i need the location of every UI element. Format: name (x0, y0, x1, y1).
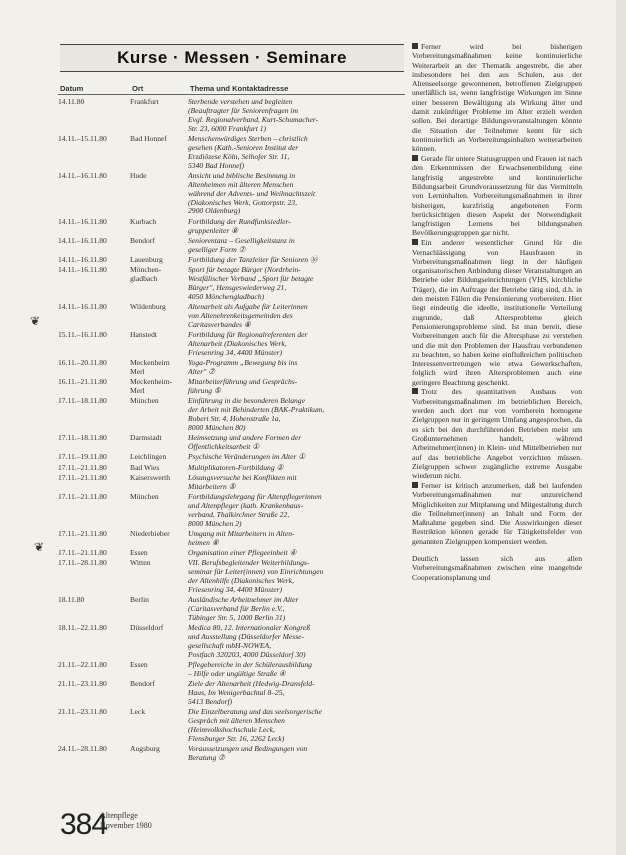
event-place: Kurbach (130, 217, 157, 226)
event-place: Essen (130, 548, 148, 557)
page-edge-shadow (616, 0, 626, 855)
table-row (58, 453, 408, 462)
table-row (58, 680, 408, 707)
article-paragraph (412, 42, 582, 154)
event-topic: Sport für betagte Bürger (Nordrhein- Westfälischer Verband „Sport für betagte Bürger", Hensgeswiederweg 21, 4050 Mönchengladbach) (188, 265, 314, 301)
event-topic: Altenarbeit als Aufgabe für Leiterinnen von Altenehrenkeitsgemeinden des Caritasverbandes ⑧ (188, 302, 308, 329)
table-row (58, 624, 408, 660)
event-date: 21.11.–23.11.80 (58, 679, 107, 689)
paragraph-text: Ferner ist kritisch anzumerken, daß bei laufenden Vorbereitungsmaßnahmen nur unzureichend Möglichkeiten zur Mitplanung und Mitgestaltung durch die Teilnehmer(innen) an Inhalt und Form der Maßnahme gegeben sind. Die Auswirkungen dieser Restriktion können gerade für Tätigkeitsfelder von genannten Zielgruppen kompensiert werden. (412, 480, 582, 546)
event-date: 17.11.–19.11.80 (58, 452, 107, 462)
event-date: 16.11.–20.11.80 (58, 358, 107, 368)
table-row (58, 397, 408, 433)
event-date: 21.11.–22.11.80 (58, 659, 107, 669)
event-date: 14.11.–16.11.80 (58, 265, 107, 275)
event-topic: Yoga-Programm „Bewegung bis ins Alter" ⑦ (188, 358, 298, 376)
table-row (58, 596, 408, 623)
table-row (58, 98, 408, 134)
table-row (58, 331, 408, 358)
table-row (58, 530, 408, 548)
table-row (58, 237, 408, 255)
table-row (58, 266, 408, 302)
event-topic: Lösungsversuche bei Konflikten mit Mitarbeitern ⑤ (188, 472, 297, 491)
square-bullet-icon (412, 155, 418, 161)
event-date: 17.11.–21.11.80 (58, 547, 107, 557)
event-place: Mönchen- gladbach (130, 266, 162, 283)
table-row (58, 303, 408, 330)
event-date: 17.11.–18.11.80 (58, 396, 107, 406)
margin-mark: ❦ (30, 314, 41, 328)
table-row (58, 135, 408, 171)
event-topic: Menschenwürdiges Sterben – christlich gesehen (Kath.-Senioren Institut der Erzdiözese Köln, Selhofer Str. 11, 5340 Bad Honnef) (188, 133, 308, 170)
article-paragraph (412, 154, 582, 238)
event-place: Leichlingen (130, 453, 167, 462)
event-place: Bad Honnef (130, 134, 167, 143)
table-row (58, 256, 408, 265)
paragraph-text: Deutlich lassen sich aus allen Vorbereitungsmaßnahmen zwischen eine mangelnde Cooperationsplanung und (412, 554, 582, 582)
table-row (58, 359, 408, 377)
paragraph-text: Trotz des quantitativen Ausbaus von Vorbereitungsmaßnahmen im betrieblichen Bereich, werden auch dort nur von vornherein homogene Zielgruppen nur in geringem Umfang angesprochen, da es sich bei den durchführenden Betrieben meist um Großunternehmen handelt, während Arbeitnehmer(innen) in Klein- und Mittelbetrieben nur auf das betriebliche Angebot verzichten müssen. Zielgruppen schwer zugängliche extreme Ausgabe wiederum nicht. (412, 387, 582, 481)
event-date: 14.11.–16.11.80 (58, 170, 107, 180)
event-place: München (130, 492, 159, 501)
event-topic: Ansicht und biblische Besinnung in Altenheimen mit älteren Menschen während der Advents- und Weihnachtszeit (Diakonisches Werk, Gottorpstr. 23, 2900 Oldenburg) (188, 170, 316, 216)
event-place: Darmstadt (130, 434, 162, 443)
event-date: 17.11.–18.11.80 (58, 433, 107, 443)
paragraph-text: Ein anderer wesentlicher Grund für die Vernachlässigung von Hausfrauen in Vorbereitungsmaßnahmen liegt in der häufigen organisatorischen Anbindung dieser Veranstaltungen an Betriebe oder Bildungseinrichtungen (VHS, kirchliche Träger), die im Auftrage der Betriebe tätig sind, d.h. in den meisten Fällen die Pensionierung vorbereiten. Hier liegt eindeutig die ideelle, institutionelle Verteilung zugrunde, daß Altersprobleme gleich Pensionierungsprobleme sind. Ist man bereit, diese Vorbereitungen auch für die Altersphase zu verstehen und die mit den Problemen der Hausfrau verbundenen zu beachten, so haben keine einflußreichen politischen Interessenvertretungen wie etwa Gewerkschaften, folglich wird ihren Altersproblemen auch eine geringere Beachtung geschenkt. (412, 238, 582, 387)
event-place: Hude (130, 171, 147, 180)
event-date: 21.11.–23.11.80 (58, 707, 107, 717)
event-topic: Ziele der Altenarbeit (Hedwig-Dransfeld- Haus, Im Wenigerbachtal 8–25, 5413 Bendorf) (188, 679, 315, 706)
event-place: Hanstedt (130, 331, 157, 340)
event-place: München (130, 397, 159, 406)
journal-info (100, 811, 152, 830)
event-place: Bendorf (130, 680, 155, 689)
event-place: Lauenburg (130, 255, 163, 264)
event-date: 18.11.80 (58, 594, 85, 604)
square-bullet-icon (412, 482, 418, 488)
event-date: 14.11.–16.11.80 (58, 216, 107, 226)
table-row (58, 464, 408, 473)
event-date: 15.11.–16.11.80 (58, 330, 107, 340)
table-row (58, 549, 408, 558)
square-bullet-icon (412, 388, 418, 394)
event-place: Kaiserswerth (130, 473, 171, 482)
article-paragraph (412, 238, 582, 387)
table-row (58, 708, 408, 744)
event-date: 14.11.–16.11.80 (58, 235, 107, 245)
event-place: Berlin (130, 595, 149, 604)
paragraph-text: Ferner wird bei bisherigen Vorbereitungsmaßnahmen keine kontinuierliche Weiterarbeit an der Thematik angestrebt, die aber insbesondere bei den aus Schulen, aus der Altenseelsorge gewonnenen, betroffenen Zielgruppen unerläßlich ist, wenn langfristige Wirkungen im Sinne einer besseren Bewältigung als Wirkung älter und damit zukünftiger Probleme im Alter erzielt werden sollen. Bei derartige Bildungsveranstaltungen könnte die Situation der Teilnehmer kennt für sich kontinuierlich an Vorbereitungsinhalten weiterarbeiten können. (412, 42, 582, 154)
event-place: Wildenburg (130, 303, 166, 312)
journal-name: Altenpflege (100, 811, 138, 820)
event-date: 17.11.–28.11.80 (58, 558, 107, 568)
event-place: Düsseldorf (130, 623, 164, 632)
table-row (58, 218, 408, 236)
event-topic: Voraussetzungen und Bedingungen von Beratung ⑦ (188, 743, 308, 762)
event-topic: Heimsetzung und andere Formen der Öffentlichkeitsarbeit ① (188, 433, 302, 452)
events-table (58, 98, 408, 764)
event-date: 14.11.80 (58, 97, 85, 106)
table-row (58, 378, 408, 396)
event-topic: Ausländische Arbeitnehmer im Alter (Caritasverband für Berlin e.V., Tübinger Str. 5, 1000 Berlin 31) (188, 594, 299, 622)
event-place: Bendorf (130, 236, 155, 245)
event-topic: Fortbildung der Rundfunksiedler- gruppenleiter ⑧ (188, 216, 291, 235)
article-paragraph (412, 481, 582, 546)
event-topic: Pflegebereiche in der Schülerausbildung – Hilfe oder ungültige Straße ④ (188, 659, 312, 678)
journal-issue: November 1980 (100, 820, 152, 830)
table-row (58, 474, 408, 492)
event-date: 24.11.–28.11.80 (58, 743, 107, 753)
event-place: Niederbieber (130, 529, 170, 538)
paragraph-text: Gerade für untere Statusgruppen und Frauen ist nach den Erkenntnissen der Erwachsenenbildung eine langfristig angestrebte und kontinuierliche Bildungsarbeit Grundvoraussetzung für das Vermitteln von Lerninhalten. Vorbereitungsmaßnahmen in ihrer bisherigen, kurzfristig angebotenen Form berücksichtigen diesen Aspekt der Notwendigkeit langfristigen Lernens bei bildungsnahen Bevölkerungsgruppen gar nicht. (412, 154, 582, 238)
column-header-place: Ort (132, 84, 144, 93)
margin-mark: ❦ (34, 540, 45, 554)
event-place: Frankfurt (130, 98, 159, 106)
event-topic: Fortbildung für Regionalreferenten der Altenarbeit (Diakonisches Werk, Friesenring 34, 4400 Münster) (188, 330, 308, 357)
article-paragraph (412, 554, 582, 582)
event-date: 17.11.–21.11.80 (58, 472, 107, 482)
event-place: Leck (130, 708, 146, 717)
table-row (58, 745, 408, 763)
event-date: 18.11.–22.11.80 (58, 622, 107, 632)
event-topic: Seniorentanz – Geselligkeitstanz in geselliger Form ⑦ (188, 235, 295, 254)
event-place: Bad Wies (130, 463, 160, 472)
event-date: 16.11.–21.11.80 (58, 377, 107, 387)
event-date: 14.11.–16.11.80 (58, 302, 107, 312)
event-topic: VII. Berufsbegleitender Weiterbildungs- seminar für Leiter(innen) von Einrichtungen der Altenhilfe (Diakonisches Werk, Friesenring 34, 4400 Münster) (188, 558, 324, 594)
event-place: Augsburg (130, 744, 160, 753)
event-topic: Umgang mit Mitarbeitern in Alten- heimen ⑧ (188, 528, 295, 547)
event-place: Essen (130, 660, 148, 669)
event-topic: Psychische Veränderungen im Alter ① (188, 452, 306, 462)
event-topic: Fortbildungslehrgang für Altenpflegerinnen und Altenpfleger (kath. Krankenhaus- verband, Thalkirchner Straße 22, 8000 München 2) (188, 491, 322, 528)
table-row (58, 661, 408, 679)
table-row (58, 493, 408, 529)
event-topic: Medica 80, 12. Internationaler Kongreß und Ausstellung (Düsseldorfer Messe- gesellschaft mbH-NOWEA, Postfach 320203, 4000 Düsseldorf 30) (188, 622, 311, 659)
section-banner: Kurse · Messen · Seminare (60, 44, 404, 72)
event-place: Meckenheim- Merl (130, 378, 173, 396)
page-number: 384 (60, 808, 108, 841)
event-date: 17.11.–21.11.80 (58, 462, 107, 472)
article-paragraph (412, 387, 582, 480)
event-date: 14.11.–16.11.80 (58, 254, 107, 264)
event-place: Meckenheim Merl (130, 359, 170, 376)
event-date: 17.11.–21.11.80 (58, 491, 107, 501)
table-row (58, 434, 408, 452)
event-topic: Sterbende verstehen und begleiten (Beauftragter für Seniorenfragen im Evgl. Regionalverband, Kurt-Schumacher- Str. 23, 6000 Frankfurt 1) (188, 97, 319, 133)
event-topic: Die Einzelberatung und das seelsorgerische Gespräch mit älteren Menschen (Heimvolkshochschule Leck, Flensburger Str. 16, 2262 Leck) (188, 707, 322, 743)
table-row (58, 559, 408, 595)
square-bullet-icon (412, 43, 418, 49)
event-date: 17.11.–21.11.80 (58, 528, 107, 538)
event-date: 14.11.–15.11.80 (58, 133, 107, 143)
square-bullet-icon (412, 239, 418, 245)
column-header-date: Datum (60, 84, 84, 93)
event-topic: Multiplikatoren-Fortbildung ② (188, 462, 284, 472)
event-place: Witten (130, 559, 151, 568)
column-header-topic: Thema und Kontaktadresse (190, 84, 289, 93)
event-topic: Organisation einer Pflegeeinheit ④ (188, 547, 297, 557)
article-column (412, 42, 582, 582)
event-topic: Einführung in die besonderen Belange der Arbeit mit Behinderten (BAK-Praktikum, Robert Str. 4, Hohenstraße 1a, 8000 München 80) (188, 396, 325, 432)
table-row (58, 172, 408, 217)
header-rule (58, 94, 405, 95)
event-topic: Mitarbeiterführung und Gesprächs- führung ⑤ (188, 377, 298, 396)
event-topic: Fortbildung der Tanzleiter für Senioren ⑯ (188, 254, 318, 264)
